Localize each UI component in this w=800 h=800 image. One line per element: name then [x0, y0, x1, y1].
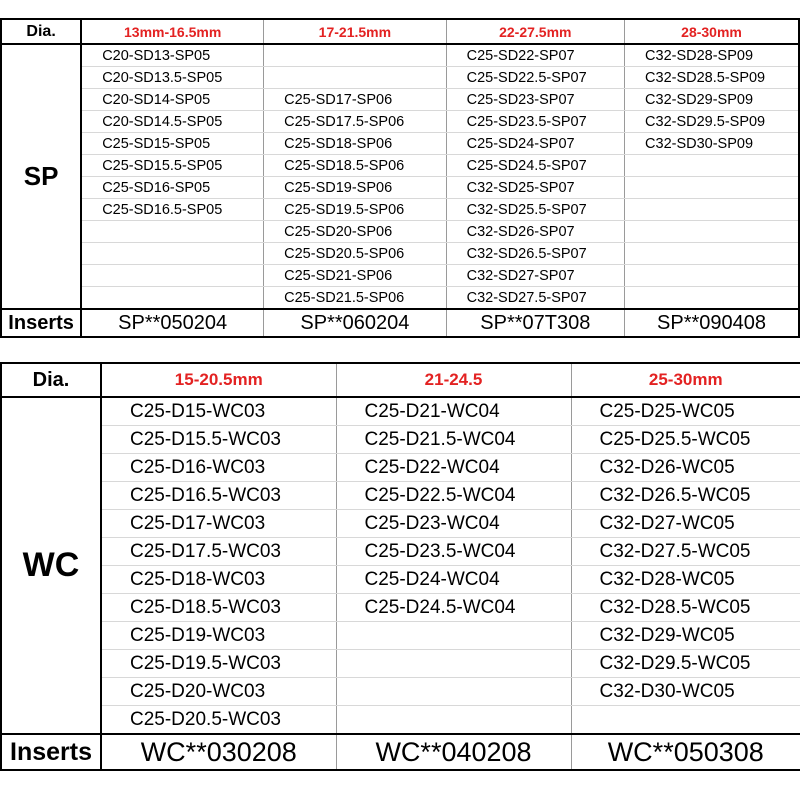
sp-cell: C32-SD29.5-SP09	[625, 111, 799, 133]
sp-cell: C25-SD24-SP07	[446, 133, 624, 155]
sp-cell: C25-SD18-SP06	[264, 133, 446, 155]
sp-range-17-21.5: 17-21.5mm	[264, 19, 446, 44]
wc-cell: C25-D22-WC04	[336, 454, 571, 482]
sp-cell: C20-SD14-SP05	[81, 89, 263, 111]
table-row	[1, 199, 799, 221]
sp-inserts-row	[1, 309, 799, 337]
sp-cell: C32-SD25-SP07	[446, 177, 624, 199]
table-row	[1, 397, 800, 426]
wc-cell: C25-D19.5-WC03	[101, 650, 336, 678]
sp-cell: C32-SD29-SP09	[625, 89, 799, 111]
sp-cell: C25-SD23-SP07	[446, 89, 624, 111]
table-row	[1, 111, 799, 133]
wc-inserts-row	[1, 734, 800, 770]
table-row	[1, 44, 799, 67]
wc-cell: C25-D25-WC05	[571, 397, 800, 426]
sp-cell	[81, 265, 263, 287]
sp-cell	[625, 243, 799, 265]
wc-cell: C25-D17.5-WC03	[101, 538, 336, 566]
wc-cell	[336, 622, 571, 650]
wc-range-21-24.5: 21-24.5	[336, 363, 571, 397]
sp-inserts-label: Inserts	[1, 309, 81, 337]
wc-cell: C25-D21-WC04	[336, 397, 571, 426]
sp-range-28-30: 28-30mm	[625, 19, 799, 44]
wc-cell	[336, 706, 571, 735]
table-row	[1, 482, 800, 510]
sp-cell: C25-SD22.5-SP07	[446, 67, 624, 89]
sp-cell	[264, 44, 446, 67]
sp-cell: C25-SD20.5-SP06	[264, 243, 446, 265]
wc-cell: C25-D15-WC03	[101, 397, 336, 426]
sp-cell: C20-SD14.5-SP05	[81, 111, 263, 133]
table-row	[1, 622, 800, 650]
table-row	[1, 155, 799, 177]
wc-cell: C25-D19-WC03	[101, 622, 336, 650]
wc-cell: C32-D26.5-WC05	[571, 482, 800, 510]
wc-cell: C25-D16-WC03	[101, 454, 336, 482]
wc-cell	[336, 678, 571, 706]
sp-range-22-27.5: 22-27.5mm	[446, 19, 624, 44]
sp-cell: C25-SD17-SP06	[264, 89, 446, 111]
sp-cell: C25-SD23.5-SP07	[446, 111, 624, 133]
sp-cell: C32-SD26.5-SP07	[446, 243, 624, 265]
table-row	[1, 426, 800, 454]
sp-cell: C25-SD21-SP06	[264, 265, 446, 287]
wc-range-15-20.5: 15-20.5mm	[101, 363, 336, 397]
sp-dia-label: Dia.	[1, 19, 81, 44]
sp-cell: C32-SD26-SP07	[446, 221, 624, 243]
sp-cell: C25-SD16-SP05	[81, 177, 263, 199]
wc-cell: C32-D29-WC05	[571, 622, 800, 650]
wc-cell: C25-D23-WC04	[336, 510, 571, 538]
wc-cell: C32-D28-WC05	[571, 566, 800, 594]
wc-cell: C25-D16.5-WC03	[101, 482, 336, 510]
wc-cell: C25-D20.5-WC03	[101, 706, 336, 735]
wc-row-label: WC	[1, 397, 101, 734]
sp-cell: C25-SD20-SP06	[264, 221, 446, 243]
wc-range-25-30: 25-30mm	[571, 363, 800, 397]
sp-cell: C25-SD15.5-SP05	[81, 155, 263, 177]
wc-dia-label: Dia.	[1, 363, 101, 397]
sp-insert-code: SP**090408	[625, 309, 799, 337]
table-row	[1, 538, 800, 566]
sp-insert-code: SP**060204	[264, 309, 446, 337]
table-row	[1, 89, 799, 111]
sp-cell	[81, 221, 263, 243]
wc-cell: C25-D21.5-WC04	[336, 426, 571, 454]
wc-cell: C32-D30-WC05	[571, 678, 800, 706]
sp-row-label: SP	[1, 44, 81, 309]
sp-cell: C25-SD19.5-SP06	[264, 199, 446, 221]
sp-cell: C25-SD16.5-SP05	[81, 199, 263, 221]
wc-cell: C25-D24-WC04	[336, 566, 571, 594]
wc-cell	[571, 706, 800, 735]
table-row	[1, 650, 800, 678]
table-row	[1, 133, 799, 155]
wc-cell: C25-D17-WC03	[101, 510, 336, 538]
wc-insert-code: WC**040208	[336, 734, 571, 770]
sp-cell: C25-SD21.5-SP06	[264, 287, 446, 310]
sp-cell: C32-SD27.5-SP07	[446, 287, 624, 310]
table-row	[1, 177, 799, 199]
wc-cell: C25-D24.5-WC04	[336, 594, 571, 622]
table-row	[1, 287, 799, 310]
sp-insert-code: SP**07T308	[446, 309, 624, 337]
wc-cell: C25-D18-WC03	[101, 566, 336, 594]
table-row	[1, 243, 799, 265]
table-row	[1, 221, 799, 243]
sp-cell	[625, 177, 799, 199]
sp-cell	[625, 155, 799, 177]
table-row	[1, 594, 800, 622]
sp-cell: C32-SD25.5-SP07	[446, 199, 624, 221]
sp-cell: C32-SD27-SP07	[446, 265, 624, 287]
table-row	[1, 67, 799, 89]
sp-cell: C32-SD28.5-SP09	[625, 67, 799, 89]
table-row	[1, 566, 800, 594]
sp-cell	[625, 265, 799, 287]
table-row	[1, 678, 800, 706]
sp-cell	[625, 221, 799, 243]
sp-cell: C20-SD13.5-SP05	[81, 67, 263, 89]
sp-insert-code: SP**050204	[81, 309, 263, 337]
sp-cell	[81, 243, 263, 265]
sp-header-row	[1, 19, 799, 44]
sp-cell: C25-SD18.5-SP06	[264, 155, 446, 177]
sp-cell: C32-SD28-SP09	[625, 44, 799, 67]
sp-cell: C25-SD15-SP05	[81, 133, 263, 155]
table-row	[1, 454, 800, 482]
sp-cell: C25-SD19-SP06	[264, 177, 446, 199]
wc-cell: C32-D27.5-WC05	[571, 538, 800, 566]
table-row	[1, 706, 800, 735]
wc-spec-table	[0, 362, 800, 771]
wc-insert-code: WC**050308	[571, 734, 800, 770]
wc-cell: C32-D29.5-WC05	[571, 650, 800, 678]
wc-cell: C32-D28.5-WC05	[571, 594, 800, 622]
sp-cell	[625, 199, 799, 221]
sp-cell: C25-SD24.5-SP07	[446, 155, 624, 177]
sp-cell: C25-SD17.5-SP06	[264, 111, 446, 133]
sp-cell	[264, 67, 446, 89]
wc-cell: C25-D25.5-WC05	[571, 426, 800, 454]
table-row	[1, 510, 800, 538]
wc-cell: C32-D26-WC05	[571, 454, 800, 482]
wc-insert-code: WC**030208	[101, 734, 336, 770]
wc-header-row	[1, 363, 800, 397]
wc-cell: C25-D20-WC03	[101, 678, 336, 706]
sp-cell: C25-SD22-SP07	[446, 44, 624, 67]
sp-cell	[625, 287, 799, 310]
table-row	[1, 265, 799, 287]
wc-inserts-label: Inserts	[1, 734, 101, 770]
wc-cell: C25-D22.5-WC04	[336, 482, 571, 510]
wc-cell: C25-D23.5-WC04	[336, 538, 571, 566]
wc-cell: C25-D18.5-WC03	[101, 594, 336, 622]
sp-cell: C20-SD13-SP05	[81, 44, 263, 67]
sp-cell	[81, 287, 263, 310]
wc-cell	[336, 650, 571, 678]
sp-range-13-16.5: 13mm-16.5mm	[81, 19, 263, 44]
wc-cell: C32-D27-WC05	[571, 510, 800, 538]
wc-cell: C25-D15.5-WC03	[101, 426, 336, 454]
sp-cell: C32-SD30-SP09	[625, 133, 799, 155]
sp-spec-table	[0, 18, 800, 338]
